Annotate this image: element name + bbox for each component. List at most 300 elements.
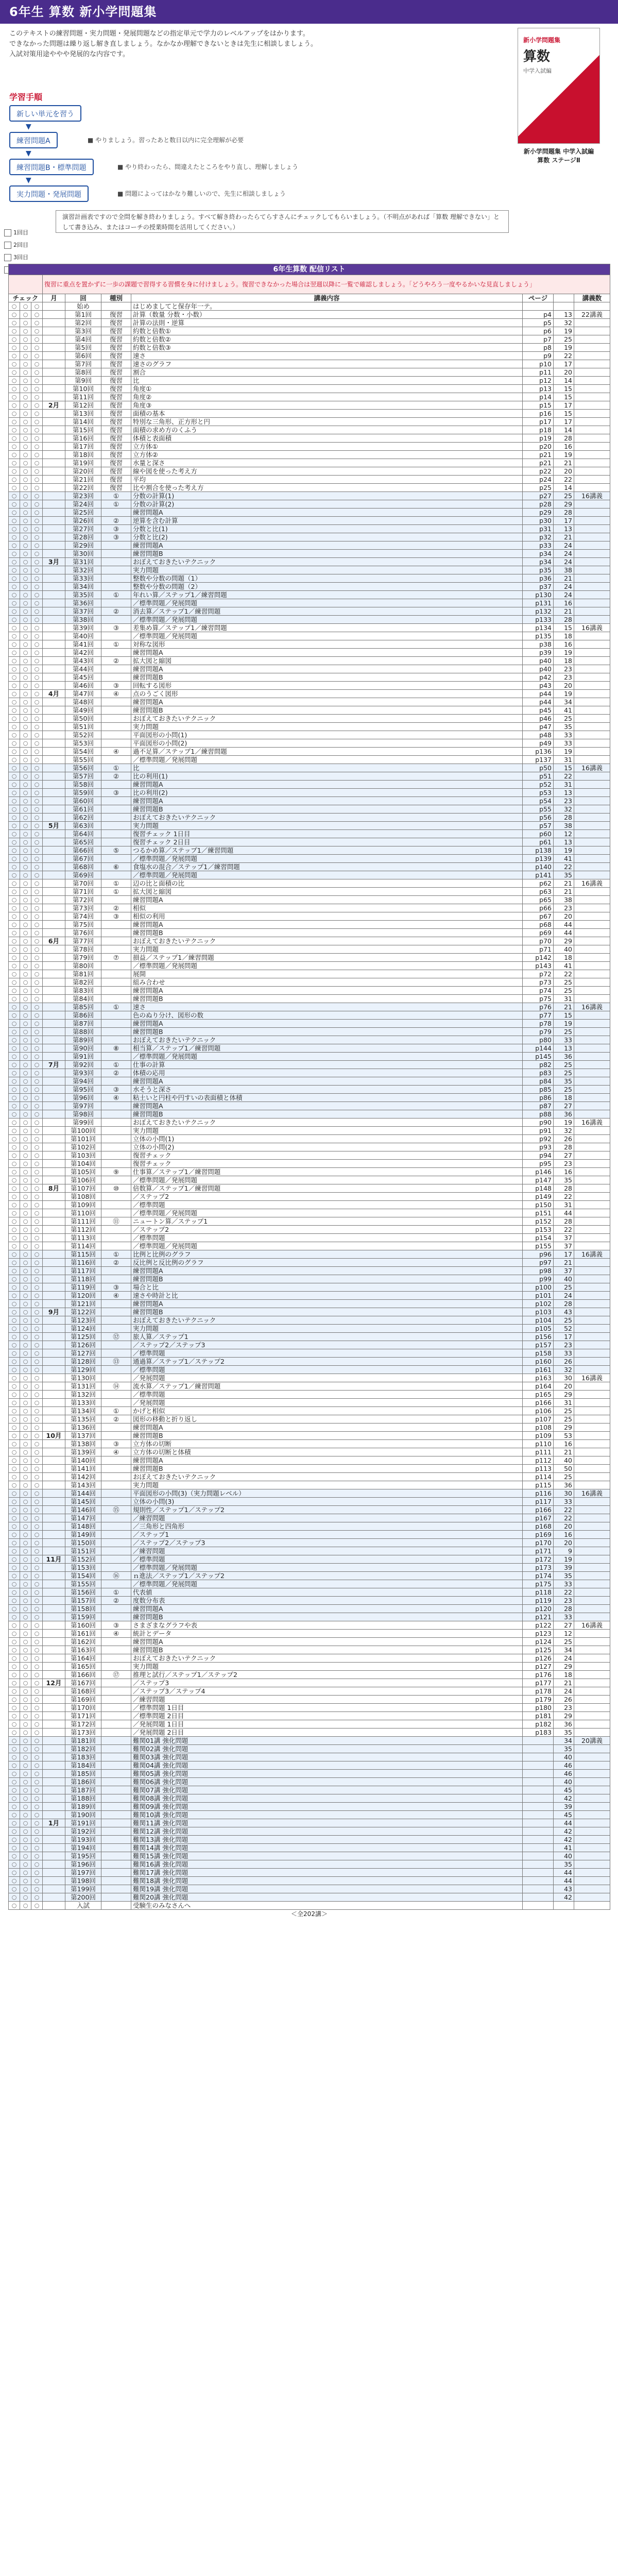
check-box[interactable]: ○ [9,335,20,344]
check-box[interactable]: ○ [31,706,43,715]
check-box[interactable]: ○ [20,1498,31,1506]
check-box[interactable]: ○ [31,1440,43,1448]
check-box[interactable]: ○ [20,1127,31,1135]
check-box[interactable]: ○ [20,1465,31,1473]
check-box[interactable]: ○ [31,1514,43,1522]
check-box[interactable]: ○ [31,772,43,781]
check-box[interactable]: ○ [9,1547,20,1555]
check-box[interactable]: ○ [9,632,20,640]
check-box[interactable]: ○ [20,1168,31,1176]
check-box[interactable]: ○ [9,1143,20,1151]
check-box[interactable]: ○ [20,1811,31,1819]
check-box[interactable]: ○ [31,731,43,739]
check-box[interactable]: ○ [31,945,43,954]
check-box[interactable]: ○ [31,649,43,657]
check-box[interactable]: ○ [9,1572,20,1580]
check-box[interactable]: ○ [20,1250,31,1259]
check-box[interactable]: ○ [31,607,43,616]
check-box[interactable]: ○ [9,1778,20,1786]
check-box[interactable]: ○ [20,1399,31,1407]
check-box[interactable]: ○ [20,574,31,583]
check-box[interactable]: ○ [9,1877,20,1885]
check-box[interactable]: ○ [31,591,43,599]
check-box[interactable]: ○ [31,1044,43,1053]
check-box[interactable]: ○ [31,1811,43,1819]
check-box[interactable]: ○ [20,1489,31,1498]
check-box[interactable]: ○ [20,1605,31,1613]
check-box[interactable]: ○ [9,1638,20,1646]
check-box[interactable]: ○ [9,723,20,731]
check-box[interactable]: ○ [9,1671,20,1679]
check-box[interactable]: ○ [9,550,20,558]
check-box[interactable]: ○ [20,1638,31,1646]
check-box[interactable]: ○ [31,937,43,945]
check-box[interactable]: ○ [20,1588,31,1597]
check-box[interactable]: ○ [31,888,43,896]
check-box[interactable]: ○ [31,1448,43,1456]
check-box[interactable]: ○ [20,748,31,756]
check-box[interactable]: ○ [20,690,31,698]
check-box[interactable]: ○ [31,1745,43,1753]
check-box[interactable]: ○ [20,1341,31,1349]
check-box[interactable]: ○ [20,443,31,451]
check-box[interactable]: ○ [9,1127,20,1135]
check-box[interactable]: ○ [9,401,20,410]
check-box[interactable]: ○ [9,1267,20,1275]
check-box[interactable]: ○ [31,1539,43,1547]
check-box[interactable]: ○ [31,715,43,723]
check-box[interactable]: ○ [20,1423,31,1432]
check-box[interactable]: ○ [9,1687,20,1696]
check-box[interactable]: ○ [20,1580,31,1588]
check-box[interactable]: ○ [20,1283,31,1292]
check-box[interactable]: ○ [31,533,43,541]
check-box[interactable]: ○ [9,789,20,797]
check-box[interactable]: ○ [9,937,20,945]
check-box[interactable]: ○ [20,1193,31,1201]
check-box[interactable]: ○ [9,1283,20,1292]
check-box[interactable]: ○ [31,1382,43,1391]
check-box[interactable]: ○ [20,1036,31,1044]
check-box[interactable]: ○ [31,467,43,476]
check-box[interactable]: ○ [20,418,31,426]
check-box[interactable]: ○ [9,1679,20,1687]
check-box[interactable]: ○ [9,1275,20,1283]
check-box[interactable]: ○ [20,616,31,624]
check-box[interactable]: ○ [31,723,43,731]
check-box[interactable]: ○ [20,1778,31,1786]
check-box[interactable]: ○ [9,1654,20,1663]
check-box[interactable]: ○ [9,558,20,566]
check-box[interactable]: ○ [9,1234,20,1242]
check-box[interactable]: ○ [20,1094,31,1102]
check-box[interactable]: ○ [20,459,31,467]
check-box[interactable]: ○ [20,319,31,327]
check-box[interactable]: ○ [20,987,31,995]
check-box[interactable]: ○ [31,1498,43,1506]
check-box[interactable]: ○ [20,377,31,385]
check-box[interactable]: ○ [31,1110,43,1118]
check-box[interactable]: ○ [20,665,31,673]
check-box[interactable]: ○ [31,1011,43,1020]
check-box[interactable]: ○ [9,1836,20,1844]
check-box[interactable]: ○ [20,912,31,921]
check-box[interactable]: ○ [31,1184,43,1193]
check-box[interactable]: ○ [20,1053,31,1061]
check-box[interactable]: ○ [9,1151,20,1160]
check-box[interactable]: ○ [9,1349,20,1358]
check-box[interactable]: ○ [31,1522,43,1531]
check-box[interactable]: ○ [20,1671,31,1679]
check-box[interactable]: ○ [31,912,43,921]
check-box[interactable]: ○ [9,805,20,814]
check-box[interactable]: ○ [20,368,31,377]
check-box[interactable]: ○ [9,1539,20,1547]
check-box[interactable]: ○ [31,1869,43,1877]
check-box[interactable]: ○ [20,401,31,410]
check-box[interactable]: ○ [20,1374,31,1382]
check-box[interactable]: ○ [20,1366,31,1374]
check-box[interactable]: ○ [31,1778,43,1786]
check-box[interactable]: ○ [31,1597,43,1605]
check-box[interactable]: ○ [20,1630,31,1638]
check-box[interactable]: ○ [9,1391,20,1399]
check-box[interactable]: ○ [20,715,31,723]
check-box[interactable]: ○ [9,1555,20,1564]
check-box[interactable]: ○ [31,1391,43,1399]
check-box[interactable]: ○ [9,814,20,822]
check-box[interactable]: ○ [20,929,31,937]
check-box[interactable]: ○ [31,1209,43,1217]
check-box[interactable]: ○ [20,467,31,476]
check-box[interactable]: ○ [9,888,20,896]
check-box[interactable]: ○ [20,657,31,665]
check-box[interactable]: ○ [31,1053,43,1061]
check-box[interactable]: ○ [9,1761,20,1770]
check-box[interactable]: ○ [20,1597,31,1605]
check-box[interactable]: ○ [31,1259,43,1267]
check-box[interactable]: ○ [20,706,31,715]
check-box[interactable]: ○ [20,640,31,649]
check-box[interactable]: ○ [31,970,43,978]
check-box[interactable]: ○ [9,451,20,459]
check-box[interactable]: ○ [20,550,31,558]
check-box[interactable]: ○ [9,476,20,484]
check-box[interactable]: ○ [20,1209,31,1217]
check-box[interactable]: ○ [9,1803,20,1811]
check-box[interactable]: ○ [20,1143,31,1151]
check-box[interactable]: ○ [9,904,20,912]
check-box[interactable]: ○ [31,1242,43,1250]
check-box[interactable]: ○ [9,344,20,352]
check-box[interactable]: ○ [9,1852,20,1860]
check-box[interactable]: ○ [31,368,43,377]
check-box[interactable]: ○ [31,781,43,789]
check-box[interactable]: ○ [20,1539,31,1547]
check-box[interactable]: ○ [20,1118,31,1127]
check-box[interactable]: ○ [20,1028,31,1036]
check-box[interactable]: ○ [20,1770,31,1778]
check-box[interactable]: ○ [20,1077,31,1086]
check-box[interactable]: ○ [20,1902,31,1910]
check-box[interactable]: ○ [9,1737,20,1745]
check-box[interactable]: ○ [20,1102,31,1110]
check-box[interactable]: ○ [31,1613,43,1621]
check-box[interactable]: ○ [31,1028,43,1036]
check-box[interactable]: ○ [31,1696,43,1704]
check-box[interactable]: ○ [31,624,43,632]
check-box[interactable]: ○ [9,1407,20,1415]
check-box[interactable]: ○ [9,995,20,1003]
check-box[interactable]: ○ [9,1663,20,1671]
check-box[interactable]: ○ [31,698,43,706]
check-box[interactable]: ○ [9,302,20,311]
check-box[interactable]: ○ [9,368,20,377]
check-box[interactable]: ○ [20,517,31,525]
check-box[interactable]: ○ [9,673,20,682]
check-box[interactable]: ○ [9,541,20,550]
check-box[interactable]: ○ [20,789,31,797]
check-box[interactable]: ○ [9,377,20,385]
check-box[interactable]: ○ [31,1761,43,1770]
check-box[interactable]: ○ [31,1176,43,1184]
check-box[interactable]: ○ [9,1209,20,1217]
check-box[interactable]: ○ [31,302,43,311]
check-box[interactable]: ○ [31,1325,43,1333]
check-box[interactable]: ○ [20,344,31,352]
check-box[interactable]: ○ [9,1415,20,1423]
check-box[interactable]: ○ [9,352,20,360]
check-box[interactable]: ○ [31,1860,43,1869]
check-box[interactable]: ○ [31,1456,43,1465]
check-box[interactable]: ○ [9,698,20,706]
check-box[interactable]: ○ [31,978,43,987]
check-box[interactable]: ○ [20,525,31,533]
check-box[interactable]: ○ [9,1160,20,1168]
check-box[interactable]: ○ [9,1399,20,1407]
check-box[interactable]: ○ [31,640,43,649]
check-box[interactable]: ○ [31,1803,43,1811]
check-box[interactable]: ○ [31,1250,43,1259]
check-box[interactable]: ○ [20,1448,31,1456]
check-box[interactable]: ○ [20,1382,31,1391]
check-box[interactable]: ○ [31,1506,43,1514]
check-box[interactable]: ○ [9,583,20,591]
check-box[interactable]: ○ [9,846,20,855]
check-box[interactable]: ○ [9,1588,20,1597]
check-box[interactable]: ○ [31,434,43,443]
check-box[interactable]: ○ [31,1885,43,1893]
check-box[interactable]: ○ [31,1481,43,1489]
check-box[interactable]: ○ [31,401,43,410]
check-box[interactable]: ○ [20,937,31,945]
check-box[interactable]: ○ [9,855,20,863]
check-box[interactable]: ○ [9,1061,20,1069]
check-box[interactable]: ○ [31,443,43,451]
check-box[interactable]: ○ [20,649,31,657]
check-box[interactable]: ○ [31,1300,43,1308]
check-box[interactable]: ○ [31,616,43,624]
check-box[interactable]: ○ [9,1473,20,1481]
check-box[interactable]: ○ [31,1407,43,1415]
check-box[interactable]: ○ [31,352,43,360]
check-box[interactable]: ○ [31,574,43,583]
check-box[interactable]: ○ [31,1127,43,1135]
check-box[interactable]: ○ [9,616,20,624]
check-box[interactable]: ○ [9,1374,20,1382]
check-box[interactable]: ○ [20,1267,31,1275]
check-box[interactable]: ○ [9,1308,20,1316]
check-box[interactable]: ○ [9,1893,20,1902]
check-box[interactable]: ○ [31,1819,43,1827]
check-box[interactable]: ○ [20,995,31,1003]
check-box[interactable]: ○ [9,1300,20,1308]
check-box[interactable]: ○ [20,1696,31,1704]
check-box[interactable]: ○ [20,1292,31,1300]
check-box[interactable]: ○ [9,1242,20,1250]
check-box[interactable]: ○ [20,1044,31,1053]
check-box[interactable]: ○ [31,327,43,335]
check-box[interactable]: ○ [31,492,43,500]
check-box[interactable]: ○ [20,1069,31,1077]
check-box[interactable]: ○ [20,1226,31,1234]
check-box[interactable]: ○ [20,863,31,871]
check-box[interactable]: ○ [20,1827,31,1836]
check-box[interactable]: ○ [9,1613,20,1621]
check-box[interactable]: ○ [20,673,31,682]
check-box[interactable]: ○ [31,1226,43,1234]
check-box[interactable]: ○ [20,1531,31,1539]
check-box[interactable]: ○ [9,1720,20,1728]
check-box[interactable]: ○ [31,459,43,467]
check-box[interactable]: ○ [20,1061,31,1069]
check-box[interactable]: ○ [20,814,31,822]
check-box[interactable]: ○ [31,566,43,574]
check-box[interactable]: ○ [31,1432,43,1440]
check-box[interactable]: ○ [31,673,43,682]
check-box[interactable]: ○ [31,525,43,533]
check-box[interactable]: ○ [20,723,31,731]
check-box[interactable]: ○ [31,1069,43,1077]
check-box[interactable]: ○ [31,1720,43,1728]
check-box[interactable]: ○ [31,657,43,665]
check-box[interactable]: ○ [20,1737,31,1745]
check-box[interactable]: ○ [9,1531,20,1539]
check-box[interactable]: ○ [9,459,20,467]
check-box[interactable]: ○ [31,550,43,558]
check-box[interactable]: ○ [31,426,43,434]
check-box[interactable]: ○ [9,978,20,987]
check-box[interactable]: ○ [31,410,43,418]
check-box[interactable]: ○ [9,1630,20,1638]
check-box[interactable]: ○ [31,1902,43,1910]
check-box[interactable]: ○ [9,1003,20,1011]
check-box[interactable]: ○ [31,1234,43,1242]
check-box[interactable]: ○ [20,772,31,781]
check-box[interactable]: ○ [20,1407,31,1415]
check-box[interactable]: ○ [20,1011,31,1020]
check-box[interactable]: ○ [31,1473,43,1481]
check-box[interactable]: ○ [9,1077,20,1086]
check-box[interactable]: ○ [9,360,20,368]
check-box[interactable]: ○ [9,311,20,319]
check-box[interactable]: ○ [31,1160,43,1168]
check-box[interactable]: ○ [20,509,31,517]
check-box[interactable]: ○ [9,492,20,500]
check-box[interactable]: ○ [9,1341,20,1349]
check-box[interactable]: ○ [20,492,31,500]
check-box[interactable]: ○ [31,1654,43,1663]
check-box[interactable]: ○ [20,607,31,616]
check-box[interactable]: ○ [31,1687,43,1696]
check-box[interactable]: ○ [31,1852,43,1860]
check-box[interactable]: ○ [31,509,43,517]
check-box[interactable]: ○ [20,846,31,855]
check-box[interactable]: ○ [31,987,43,995]
check-box[interactable]: ○ [20,781,31,789]
check-box[interactable]: ○ [20,1555,31,1564]
check-box[interactable]: ○ [20,1663,31,1671]
check-box[interactable]: ○ [31,814,43,822]
check-box[interactable]: ○ [9,896,20,904]
check-box[interactable]: ○ [20,764,31,772]
check-box[interactable]: ○ [20,838,31,846]
check-box[interactable]: ○ [9,467,20,476]
check-box[interactable]: ○ [20,1728,31,1737]
check-box[interactable]: ○ [9,830,20,838]
check-box[interactable]: ○ [9,1102,20,1110]
check-box[interactable]: ○ [31,1267,43,1275]
check-box[interactable]: ○ [20,541,31,550]
check-box[interactable]: ○ [20,1704,31,1712]
check-box[interactable]: ○ [9,1316,20,1325]
check-box[interactable]: ○ [31,451,43,459]
check-box[interactable]: ○ [20,1325,31,1333]
check-box[interactable]: ○ [31,682,43,690]
check-box[interactable]: ○ [20,1745,31,1753]
check-box[interactable]: ○ [20,1712,31,1720]
check-box[interactable]: ○ [20,1885,31,1893]
check-box[interactable]: ○ [9,1621,20,1630]
check-box[interactable]: ○ [9,1646,20,1654]
check-box[interactable]: ○ [20,682,31,690]
check-box[interactable]: ○ [20,393,31,401]
check-box[interactable]: ○ [31,1193,43,1201]
check-box[interactable]: ○ [31,805,43,814]
check-box[interactable]: ○ [20,731,31,739]
check-box[interactable]: ○ [20,624,31,632]
check-box[interactable]: ○ [9,863,20,871]
check-box[interactable]: ○ [20,599,31,607]
check-box[interactable]: ○ [9,657,20,665]
check-box[interactable]: ○ [9,393,20,401]
check-box[interactable]: ○ [20,1852,31,1860]
check-box[interactable]: ○ [9,1456,20,1465]
check-box[interactable]: ○ [20,632,31,640]
check-box[interactable]: ○ [9,1217,20,1226]
check-box[interactable]: ○ [20,591,31,599]
check-box[interactable]: ○ [20,1333,31,1341]
check-box[interactable]: ○ [31,1794,43,1803]
check-box[interactable]: ○ [31,335,43,344]
check-box[interactable]: ○ [31,1151,43,1160]
check-box[interactable]: ○ [31,517,43,525]
check-box[interactable]: ○ [31,830,43,838]
check-box[interactable]: ○ [9,1069,20,1077]
check-box[interactable]: ○ [20,1564,31,1572]
check-box[interactable]: ○ [31,1094,43,1102]
check-box[interactable]: ○ [9,434,20,443]
